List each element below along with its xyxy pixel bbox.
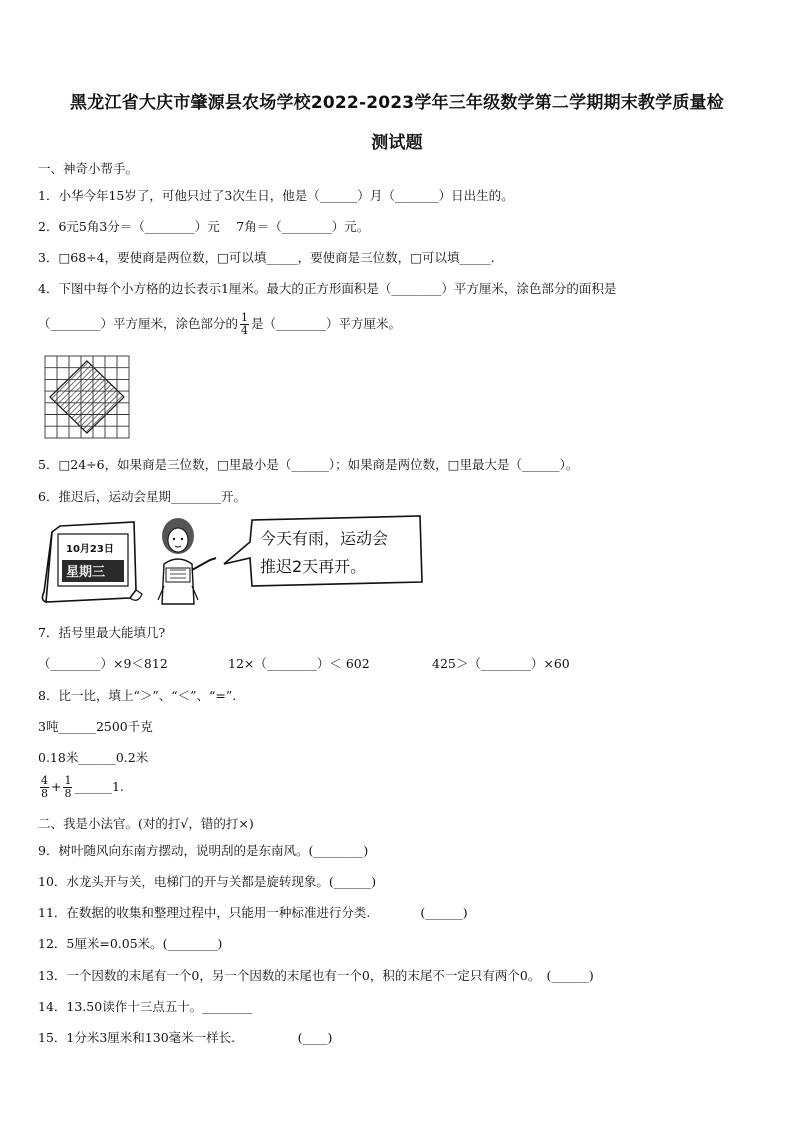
question-8-a: 3吨______2500千克 [38,719,153,734]
calendar-icon [42,522,142,602]
question-1: 1．小华今年15岁了，可他只过了3次生日，他是（______）月（_______）日出生的。 [38,188,514,203]
question-8: 8．比一比，填上“＞”、“＜”、“=”. [38,688,237,703]
fraction-denominator: 4 [241,324,249,337]
fraction-denominator: 8 [41,787,48,800]
fraction-numerator: 1 [241,311,249,324]
calendar-day-text: 星期三 [66,565,106,580]
speech-line-2: 推迟2天再开。 [260,557,367,576]
question-11: 11．在数据的收集和整理过程中，只能用一种标准进行分类. (______) [38,905,468,920]
section-heading-1: 一、神奇小帮手。 [38,161,139,176]
plus-sign: + [51,779,62,794]
fraction-numerator: 4 [41,774,48,787]
question-13: 13．一个因数的末尾有一个0，另一个因数的末尾也有一个0，积的末尾不一定只有两个0。 (______) [38,968,594,983]
fraction-one-quarter [240,312,249,337]
fraction-denominator: 8 [64,787,72,800]
question-7: 7．括号里最大能填几? [38,625,166,640]
question-4-line2 [38,312,401,337]
question-9: 9．树叶随风向东南方摆动，说明刮的是东南风。(________) [38,843,369,858]
question-8-b: 0.18米______0.2米 [38,750,149,765]
page-title-line2: 测试题 [371,133,423,153]
question-3: 3．□68÷4，要使商是两位数，□可以填_____，要使商是三位数，□可以填_____. [38,250,495,265]
calendar-teacher-svg [38,512,428,608]
fraction-four-eighths [40,775,49,800]
question-15: 15．1分米3厘米和130毫米一样长. (____) [38,1030,333,1045]
question-4-line1: 4．下图中每个小方格的边长表示1厘米。最大的正方形面积是（________）平方厘米，涂色部分的面积是 [38,281,617,296]
question-4-text-a: （________）平方厘米，涂色部分的 [38,316,239,331]
question-7-c: 425＞（________）×60 [432,656,570,671]
section-heading-2: 二、我是小法官。(对的打√，错的打×) [38,816,254,831]
question-10: 10．水龙头开与关，电梯门的开与关都是旋转现象。(______) [38,874,377,889]
speech-line-1: 今天有雨，运动会 [260,529,389,548]
question-7-a: （________）×9＜812 [38,656,168,671]
question-5: 5．□24÷6，如果商是三位数，□里最小是（______）；如果商是两位数，□里最大是（______）。 [38,457,579,472]
shaded-diamond [50,361,124,433]
speech-bubble [224,516,422,586]
calendar-date-text: 10月23日 [66,544,114,555]
fraction-one-eighth [63,775,72,800]
question-4-text-b: 是（________）平方厘米。 [251,316,402,331]
question-8-c [38,775,124,800]
question-12: 12．5厘米=0.05米。(________) [38,936,223,951]
question-6: 6．推迟后，运动会星期________开。 [38,489,246,504]
page-title-line1: 黑龙江省大庆市肇源县农场学校2022-2023学年三年级数学第二学期期末教学质量检 [70,93,724,113]
square-grid-figure [44,355,130,443]
question-2: 2．6元5角3分＝（________）元 7角＝（________）元。 [38,219,370,234]
teacher-figure-icon [158,518,216,604]
grid-diagram [44,355,130,439]
question-7-b: 12×（________）＜ 602 [228,656,370,671]
question-8-c-tail: ______1. [74,779,124,794]
question-14: 14．13.50读作十三点五十。________ [38,999,253,1014]
illustration-calendar-teacher [38,512,428,612]
fraction-numerator: 1 [64,774,72,787]
